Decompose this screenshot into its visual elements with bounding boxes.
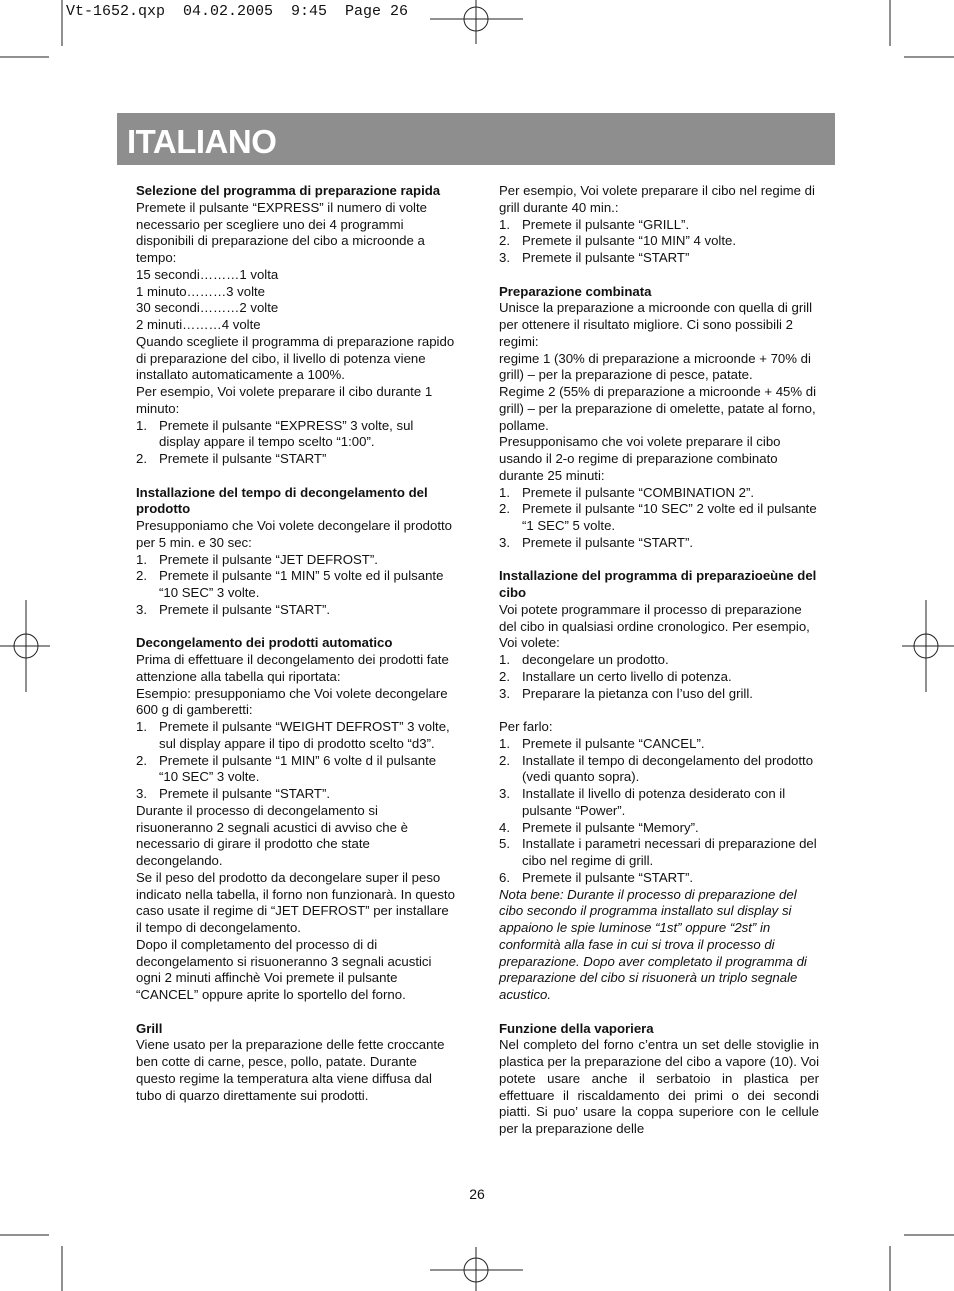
print-slug: Vt-1652.qxp 04.02.2005 9:45 Page 26 [66,3,409,20]
list-item [136,418,458,452]
step-text: Premete il pulsante “GRILL”. [522,216,690,232]
section-header-band [117,113,835,165]
steps-list [499,485,819,552]
list-item [499,233,819,250]
step-text: Installare un certo livello di potenza. [522,668,732,684]
step-number: 1. [499,216,510,232]
paragraph: Viene usato per la preparazione delle fette croccante ben cotte di carne, pesce, pollo, patate. Durante questo regime la temperatura alta viene diffusa dal tubo di quarzo direttamente sui prodotti. [136,1037,445,1103]
section-auto-defrost [136,635,458,1004]
paragraph: Esempio: presupponiamo che Voi volete decongelare 600 g di gamberetti: [136,685,448,718]
step-number: 5. [499,836,510,852]
section-heading: Grill [136,1020,163,1036]
section-grill-example [499,183,819,267]
section-heading: Decongelamento dei prodotti automatico [136,635,393,651]
step-text: Premete il pulsante “WEIGHT DEFROST” 3 volte, sul display appare il tipo di prodotto scelto “d3”. [159,719,450,751]
step-number: 2. [499,501,510,517]
list-item [499,652,819,669]
list-item [136,451,458,468]
paragraph: Presupponiamo che Voi volete decongelare il prodotto per 5 min. e 30 sec: [136,518,452,550]
section-heading: Funzione della vaporiera [499,1020,654,1036]
paragraph: Per esempio, Voi volete preparare il cibo nel regime di grill durante 40 min.: [499,183,815,215]
step-text: Premete il pulsante “CANCEL”. [522,735,705,751]
list-item [136,568,458,602]
step-number: 2. [136,752,147,768]
paragraph: Unisce la preparazione a microonde con quella di grill per ottenere il risultato migliore. Ci sono possibili 2 regimi: [499,300,813,349]
list-item [499,836,819,870]
list-item [499,535,819,552]
steps-list [499,217,819,267]
paragraph: Per esempio, Voi volete preparare il cibo durante 1 minuto: [136,384,433,416]
list-item [499,669,819,686]
section-express [136,183,458,468]
list-item [499,870,819,887]
steps-list [136,719,458,803]
paragraph: regime 1 (30% di preparazione a microonde + 70% di grill) – per la preparazione di pesce, patate. [499,350,811,383]
paragraph: Regime 2 (55% di preparazione a microonde + 45% di grill) – per la preparazione di omelette, patate al forno, pollame. [499,384,817,433]
step-text: Installate il tempo di decongelamento del prodotto (vedi quanto sopra). [522,752,814,785]
step-number: 1. [499,652,510,667]
section-heading: Installazione del tempo di decongelamento del prodotto [136,484,428,517]
step-text: Premete il pulsante “START” [159,451,327,466]
step-text: Installate il livello di potenza desiderato con il pulsante “Power”. [522,786,786,818]
section-program [499,568,819,1004]
section-steamer [499,1021,819,1138]
list-item [136,786,458,803]
list-item [499,485,819,502]
step-number: 6. [499,869,510,885]
step-number: 2. [499,668,510,684]
section-grill [136,1021,458,1105]
step-text: Installate i parametri necessari di preparazione del cibo nel regime di grill. [522,836,817,868]
step-text: Premete il pulsante “EXPRESS” 3 volte, sul display appare il tempo scelto “1:00”. [159,417,414,450]
step-text: Premete il pulsante “1 MIN” 5 volte ed il pulsante “10 SEC” 3 volte. [159,568,444,600]
paragraph: Durante il processo di decongelamento si risuoneranno 2 segnali acustici di avviso che è necessario di girare il prodotto che state decongelando. [136,802,408,868]
step-number: 3. [499,685,510,701]
paragraph: Per farlo: [499,719,553,734]
list-item [499,820,819,837]
step-number: 1. [499,484,510,500]
step-text: Premete il pulsante “START”. [522,869,694,885]
list-item [136,753,458,787]
step-number: 3. [499,250,510,265]
registration-mark-bottom [430,1247,523,1291]
step-text: Premete il pulsante “START”. [522,534,694,550]
steps-list [136,552,458,619]
step-text: Premete il pulsante “10 SEC” 2 volte ed il pulsante “1 SEC” 5 volte. [522,501,817,533]
note-paragraph: Nota bene: Durante il processo di preparazione del cibo secondo il programma installato sul display si appaiono le spie luminose “1st” oppure “2st” in conformità alla fase in cui si trova il processo di preparazione. Dopo aver completato il programma di preparazione del cibo si risuonerà un triplo segnale acustico. [499,886,807,1002]
step-number: 1. [136,551,147,567]
step-number: 2. [136,568,147,584]
page-number: 26 [469,1186,485,1202]
paragraph: Dopo il completamento del processo di di decongelamento si risuoneranno 3 segnali acustici ogni 2 minuti affinchè Voi premete il pulsante “CANCEL” oppure aprite lo sportello del forno. [136,936,432,1002]
step-number: 3. [499,786,510,801]
paragraph: Quando scegliete il programma di preparazione rapido di preparazione del cibo, il livello di potenza viene installato automaticamente a 100%. [136,333,455,383]
paragraph: Presupponisamo che voi volete preparare il cibo usando il 2-o regime di preparazione combinato durante 25 minuti: [499,434,781,483]
step-text: Premete il pulsante “1 MIN” 6 volte d il pulsante “10 SEC” 3 volte. [159,752,437,785]
paragraph: Se il peso del prodotto da decongelare super il peso indicato nella tabella, il forno non funzionarà. In questo caso usate il regime di “JET DEFROST” per installare il tempo di decongelamento. [136,869,455,935]
step-number: 3. [136,786,147,801]
left-column [136,183,458,1104]
section-heading: Installazione del programma di preparazioeùne del cibo [499,568,817,600]
step-text: Premete il pulsante “START”. [159,786,331,801]
step-text: Premete il pulsante “START” [522,250,690,265]
section-heading: Preparazione combinata [499,283,652,299]
step-text: Preparare la pietanza con l’uso del grill. [522,685,753,701]
step-text: Premete il pulsante “Memory”. [522,819,699,835]
step-number: 1. [136,417,147,433]
steps-list [499,736,819,887]
list-item [136,602,458,619]
section-jet-defrost [136,485,458,619]
registration-mark-right [902,600,954,692]
step-number: 2. [499,233,510,249]
paragraph: Premete il pulsante “EXPRESS” il numero di volte necessario per scegliere uno dei 4 programmi disponibili di preparazione del cibo a microonde a tempo: [136,199,427,265]
list-item [499,250,819,267]
section-heading: Selezione del programma di preparazione rapida [136,183,441,198]
step-text: Premete il pulsante “START”. [159,601,331,617]
step-number: 3. [499,534,510,550]
steps-list [499,652,819,702]
registration-mark-left [0,600,50,692]
list-item [499,686,819,703]
step-number: 4. [499,819,510,835]
right-column [499,183,819,1138]
paragraph: Prima di effettuare il decongelamento dei prodotti fate attenzione alla tabella qui riportata: [136,652,449,684]
option-line: 15 secondi………1 volta [136,266,279,282]
option-line: 1 minuto………3 volte [136,283,265,299]
step-text: decongelare un prodotto. [522,652,669,667]
step-number: 3. [136,601,147,617]
steps-list [136,418,458,468]
page-title: ITALIANO [127,123,277,160]
step-number: 1. [136,719,147,734]
step-text: Premete il pulsante “COMBINATION 2”. [522,484,755,500]
step-text: Premete il pulsante “JET DEFROST”. [159,551,378,567]
option-line: 30 secondi………2 volte [136,300,279,316]
step-number: 2. [136,451,147,466]
list-item [499,753,819,787]
step-number: 1. [499,735,510,751]
option-line: 2 minuti………4 volte [136,317,261,332]
list-item [499,786,819,820]
step-text: Premete il pulsante “10 MIN” 4 volte. [522,233,737,249]
list-item [136,719,458,753]
section-combination [499,284,819,552]
list-item [499,501,819,535]
list-item [499,217,819,234]
list-item [499,736,819,753]
paragraph: Nel completo del forno c’entra un set delle stoviglie in plastica per la preparazione del cibo a vapore (10). Voi potete usare anche il serbatoio in plastica per effettuare il riscaldamento dei primi o dei secondi piatti. Si puo’ usare la coppa superiore con le cellule per la preparazione delle [499,1037,819,1136]
step-number: 2. [499,752,510,768]
list-item [136,552,458,569]
paragraph: Voi potete programmare il processo di preparazione del cibo in qualsiasi ordine cronologico. Per esempio, Voi volete: [499,601,810,651]
registration-mark-top [430,0,523,44]
